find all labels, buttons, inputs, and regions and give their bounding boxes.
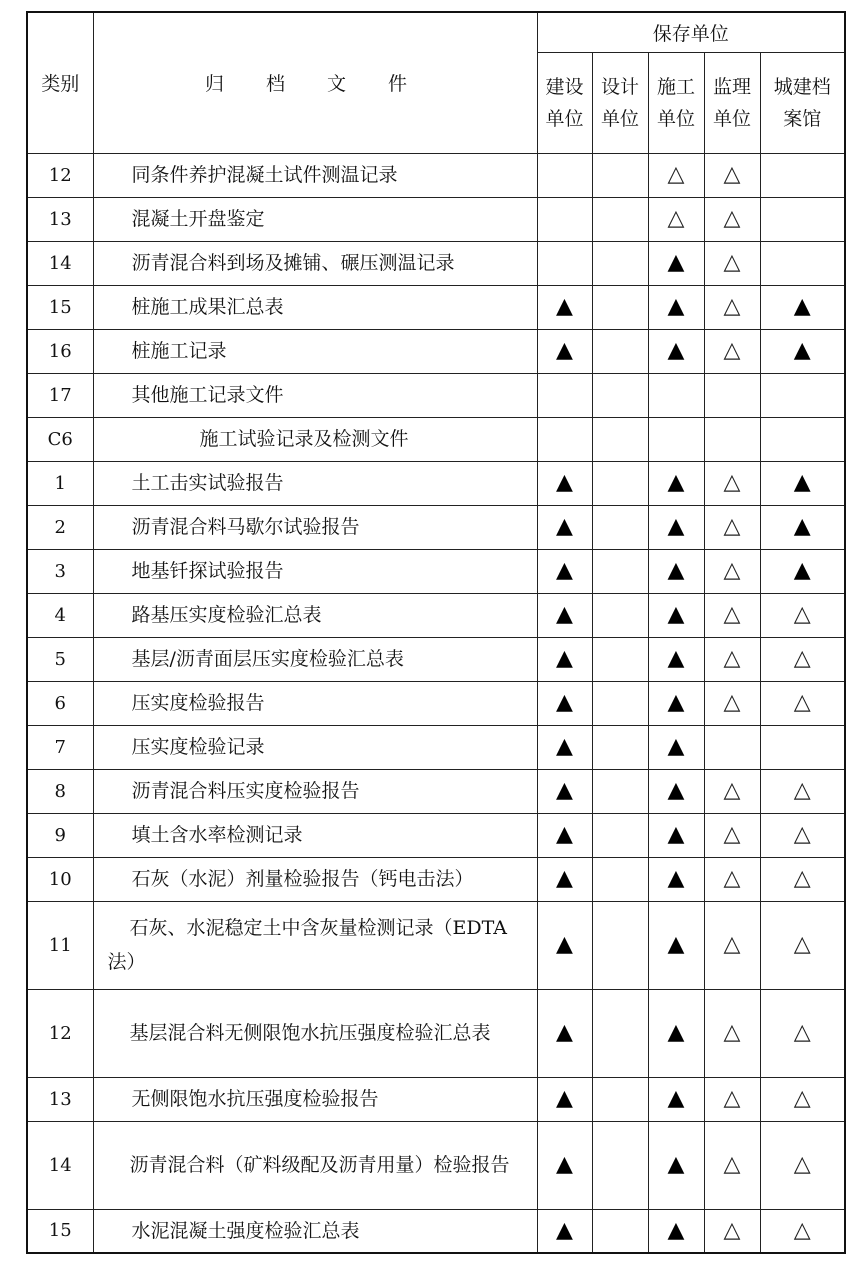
cell-urban-archive [760, 285, 845, 329]
file-name: 基层/沥青面层压实度检验汇总表 [93, 637, 537, 681]
filled-triangle-icon: ▲ [556, 1086, 573, 1111]
hollow-triangle-icon: △ [723, 250, 741, 275]
cell-builder-unit [648, 1121, 704, 1209]
cell-construction-unit [537, 549, 592, 593]
file-name: 无侧限饱水抗压强度检验报告 [93, 1077, 537, 1121]
cell-construction-unit [537, 681, 592, 725]
row-number: 13 [27, 1077, 93, 1121]
cell-supervision-unit [704, 461, 760, 505]
row-number: 5 [27, 637, 93, 681]
hollow-triangle-icon: △ [723, 1020, 741, 1045]
file-name: 混凝土开盘鉴定 [93, 197, 537, 241]
hollow-triangle-icon: △ [793, 866, 811, 891]
table-row [27, 857, 845, 901]
hollow-triangle-icon: △ [667, 162, 685, 187]
row-number: 6 [27, 681, 93, 725]
cell-design-unit [592, 901, 648, 989]
filled-triangle-icon: ▲ [556, 338, 573, 363]
cell-urban-archive [760, 373, 845, 417]
cell-design-unit [592, 373, 648, 417]
hollow-triangle-icon: △ [723, 470, 741, 495]
filled-triangle-icon: ▲ [793, 338, 811, 363]
cell-construction-unit [537, 637, 592, 681]
cell-supervision-unit [704, 681, 760, 725]
header-builder-unit [648, 52, 704, 153]
cell-supervision-unit [704, 725, 760, 769]
row-number: 3 [27, 549, 93, 593]
filled-triangle-icon: ▲ [667, 470, 685, 495]
filled-triangle-icon: ▲ [556, 1217, 573, 1243]
row-number: 13 [27, 197, 93, 241]
filled-triangle-icon: ▲ [667, 1152, 685, 1177]
row-number: 10 [27, 857, 93, 901]
header-supervision-unit [704, 52, 760, 153]
hollow-triangle-icon: △ [793, 778, 811, 803]
hollow-triangle-icon: △ [793, 1086, 811, 1111]
table-row [27, 813, 845, 857]
header-unit-line1: 监理 [712, 75, 751, 98]
cell-builder-unit [648, 285, 704, 329]
header-storage-units: 保存单位 [537, 12, 845, 52]
cell-builder-unit [648, 637, 704, 681]
cell-builder-unit [648, 241, 704, 285]
row-number: 1 [27, 461, 93, 505]
header-unit-line2: 单位 [600, 107, 639, 130]
file-name: 基层混合料无侧限饱水抗压强度检验汇总表 [93, 989, 537, 1077]
table-row [27, 461, 845, 505]
cell-supervision-unit [704, 901, 760, 989]
cell-builder-unit [648, 373, 704, 417]
cell-construction-unit [537, 1209, 592, 1253]
filled-triangle-icon: ▲ [556, 646, 573, 671]
cell-design-unit [592, 461, 648, 505]
cell-urban-archive [760, 1077, 845, 1121]
filled-triangle-icon: ▲ [556, 558, 573, 583]
cell-urban-archive [760, 153, 845, 197]
header-unit-line1: 建设 [545, 75, 584, 98]
row-number: 2 [27, 505, 93, 549]
cell-urban-archive [760, 681, 845, 725]
cell-supervision-unit [704, 241, 760, 285]
filled-triangle-icon: ▲ [667, 294, 685, 319]
header-unit-line2: 单位 [712, 107, 751, 130]
section-title: 施工试验记录及检测文件 [93, 417, 537, 461]
hollow-triangle-icon: △ [723, 294, 741, 319]
cell-supervision-unit [704, 505, 760, 549]
filled-triangle-icon: ▲ [556, 690, 573, 715]
row-number: 15 [27, 285, 93, 329]
cell-urban-archive [760, 857, 845, 901]
cell-supervision-unit [704, 373, 760, 417]
file-name: 路基压实度检验汇总表 [93, 593, 537, 637]
cell-builder-unit [648, 461, 704, 505]
table-row [27, 725, 845, 769]
row-number: 14 [27, 241, 93, 285]
file-name: 桩施工记录 [93, 329, 537, 373]
cell-builder-unit [648, 813, 704, 857]
row-number: 16 [27, 329, 93, 373]
table-row [27, 153, 845, 197]
header-category: 类别 [27, 12, 93, 153]
header-unit-line2: 单位 [545, 107, 584, 130]
table-row [27, 681, 845, 725]
cell-urban-archive [760, 637, 845, 681]
row-number: 4 [27, 593, 93, 637]
table-row [27, 769, 845, 813]
hollow-triangle-icon: △ [723, 1217, 741, 1243]
file-name: 填土含水率检测记录 [93, 813, 537, 857]
file-name: 沥青混合料压实度检验报告 [93, 769, 537, 813]
hollow-triangle-icon: △ [723, 932, 741, 957]
table-row [27, 637, 845, 681]
table-row [27, 989, 845, 1077]
cell-urban-archive [760, 769, 845, 813]
row-number: 15 [27, 1209, 93, 1253]
row-number: 7 [27, 725, 93, 769]
hollow-triangle-icon: △ [793, 1217, 811, 1243]
hollow-triangle-icon: △ [793, 822, 811, 847]
cell-construction-unit [537, 901, 592, 989]
row-number: 12 [27, 153, 93, 197]
filled-triangle-icon: ▲ [556, 822, 573, 847]
hollow-triangle-icon: △ [723, 162, 741, 187]
cell-design-unit [592, 1077, 648, 1121]
cell-urban-archive [760, 901, 845, 989]
cell-supervision-unit [704, 813, 760, 857]
filled-triangle-icon: ▲ [556, 866, 573, 891]
filled-triangle-icon: ▲ [667, 822, 685, 847]
cell-supervision-unit [704, 637, 760, 681]
cell-builder-unit [648, 769, 704, 813]
filled-triangle-icon: ▲ [556, 470, 573, 495]
file-name: 桩施工成果汇总表 [93, 285, 537, 329]
cell-construction-unit [537, 461, 592, 505]
table-row [27, 1077, 845, 1121]
filled-triangle-icon: ▲ [667, 646, 685, 671]
cell-supervision-unit [704, 989, 760, 1077]
cell-supervision-unit [704, 1077, 760, 1121]
cell-builder-unit [648, 197, 704, 241]
hollow-triangle-icon: △ [793, 646, 811, 671]
cell-design-unit [592, 857, 648, 901]
cell-construction-unit [537, 241, 592, 285]
filled-triangle-icon: ▲ [667, 690, 685, 715]
cell-supervision-unit [704, 197, 760, 241]
cell-builder-unit [648, 549, 704, 593]
cell-construction-unit [537, 857, 592, 901]
cell-design-unit [592, 1121, 648, 1209]
hollow-triangle-icon: △ [723, 778, 741, 803]
hollow-triangle-icon: △ [793, 1020, 811, 1045]
table-row [27, 329, 845, 373]
cell-construction-unit [537, 1121, 592, 1209]
cell-design-unit [592, 285, 648, 329]
cell-urban-archive [760, 329, 845, 373]
cell-urban-archive [760, 241, 845, 285]
cell-design-unit [592, 417, 648, 461]
cell-design-unit [592, 505, 648, 549]
filled-triangle-icon: ▲ [667, 1217, 685, 1243]
file-name: 压实度检验记录 [93, 725, 537, 769]
filled-triangle-icon: ▲ [556, 1020, 573, 1045]
hollow-triangle-icon: △ [793, 1152, 811, 1177]
file-name: 其他施工记录文件 [93, 373, 537, 417]
cell-design-unit [592, 241, 648, 285]
cell-construction-unit [537, 1077, 592, 1121]
cell-construction-unit [537, 989, 592, 1077]
filled-triangle-icon: ▲ [793, 294, 811, 319]
filled-triangle-icon: ▲ [667, 778, 685, 803]
file-name: 沥青混合料马歇尔试验报告 [93, 505, 537, 549]
cell-supervision-unit [704, 329, 760, 373]
table-body [27, 153, 845, 1253]
hollow-triangle-icon: △ [793, 602, 811, 627]
cell-design-unit [592, 593, 648, 637]
cell-supervision-unit [704, 417, 760, 461]
cell-builder-unit [648, 681, 704, 725]
header-file [93, 12, 537, 153]
filled-triangle-icon: ▲ [556, 1152, 573, 1177]
filled-triangle-icon: ▲ [556, 734, 573, 759]
cell-supervision-unit [704, 285, 760, 329]
cell-supervision-unit [704, 549, 760, 593]
filled-triangle-icon: ▲ [556, 294, 573, 319]
cell-design-unit [592, 681, 648, 725]
filled-triangle-icon: ▲ [667, 866, 685, 891]
cell-builder-unit [648, 505, 704, 549]
table-row [27, 241, 845, 285]
cell-builder-unit [648, 1209, 704, 1253]
hollow-triangle-icon: △ [723, 1086, 741, 1111]
file-name: 压实度检验报告 [93, 681, 537, 725]
filled-triangle-icon: ▲ [793, 470, 811, 495]
filled-triangle-icon: ▲ [667, 558, 685, 583]
cell-builder-unit [648, 989, 704, 1077]
cell-urban-archive [760, 725, 845, 769]
file-name: 沥青混合料（矿料级配及沥青用量）检验报告 [93, 1121, 537, 1209]
hollow-triangle-icon: △ [723, 690, 741, 715]
file-name: 地基钎探试验报告 [93, 549, 537, 593]
cell-construction-unit [537, 725, 592, 769]
cell-construction-unit [537, 373, 592, 417]
row-number: 12 [27, 989, 93, 1077]
filled-triangle-icon: ▲ [667, 1086, 685, 1111]
hollow-triangle-icon: △ [723, 646, 741, 671]
cell-supervision-unit [704, 1209, 760, 1253]
filled-triangle-icon: ▲ [556, 514, 573, 539]
cell-construction-unit [537, 153, 592, 197]
cell-design-unit [592, 329, 648, 373]
table-row [27, 505, 845, 549]
cell-builder-unit [648, 1077, 704, 1121]
filled-triangle-icon: ▲ [667, 1020, 685, 1045]
table-row [27, 285, 845, 329]
table-row [27, 549, 845, 593]
cell-design-unit [592, 769, 648, 813]
cell-builder-unit [648, 417, 704, 461]
cell-construction-unit [537, 329, 592, 373]
filled-triangle-icon: ▲ [556, 932, 573, 957]
hollow-triangle-icon: △ [723, 602, 741, 627]
hollow-triangle-icon: △ [723, 558, 741, 583]
table-row [27, 901, 845, 989]
row-number: 8 [27, 769, 93, 813]
file-name: 水泥混凝土强度检验汇总表 [93, 1209, 537, 1253]
table-row [27, 593, 845, 637]
row-number: 14 [27, 1121, 93, 1209]
cell-builder-unit [648, 153, 704, 197]
archive-file-table [26, 11, 846, 1254]
row-number: 11 [27, 901, 93, 989]
header-unit-line1: 城建档 [773, 75, 831, 98]
hollow-triangle-icon: △ [723, 866, 741, 891]
file-name: 石灰、水泥稳定土中含灰量检测记录（EDTA法） [93, 901, 537, 989]
table-row [27, 1121, 845, 1209]
filled-triangle-icon: ▲ [793, 558, 811, 583]
filled-triangle-icon: ▲ [667, 932, 685, 957]
cell-supervision-unit [704, 1121, 760, 1209]
hollow-triangle-icon: △ [793, 932, 811, 957]
cell-design-unit [592, 153, 648, 197]
header-unit-line1: 施工 [656, 75, 695, 98]
cell-builder-unit [648, 857, 704, 901]
hollow-triangle-icon: △ [723, 338, 741, 363]
filled-triangle-icon: ▲ [667, 602, 685, 627]
hollow-triangle-icon: △ [667, 206, 685, 231]
file-name: 同条件养护混凝土试件测温记录 [93, 153, 537, 197]
cell-urban-archive [760, 813, 845, 857]
hollow-triangle-icon: △ [723, 514, 741, 539]
section-row [27, 417, 845, 461]
filled-triangle-icon: ▲ [667, 250, 685, 275]
cell-construction-unit [537, 285, 592, 329]
cell-design-unit [592, 637, 648, 681]
filled-triangle-icon: ▲ [667, 734, 685, 759]
cell-construction-unit [537, 417, 592, 461]
cell-urban-archive [760, 461, 845, 505]
cell-construction-unit [537, 593, 592, 637]
file-name: 沥青混合料到场及摊铺、碾压测温记录 [93, 241, 537, 285]
header-unit-line2: 案馆 [783, 107, 822, 130]
cell-urban-archive [760, 417, 845, 461]
cell-urban-archive [760, 549, 845, 593]
filled-triangle-icon: ▲ [667, 514, 685, 539]
header-design-unit [592, 52, 648, 153]
table-row [27, 373, 845, 417]
row-number: 17 [27, 373, 93, 417]
cell-supervision-unit [704, 857, 760, 901]
cell-supervision-unit [704, 769, 760, 813]
cell-construction-unit [537, 769, 592, 813]
cell-design-unit [592, 197, 648, 241]
cell-design-unit [592, 725, 648, 769]
header-unit-line2: 单位 [656, 107, 695, 130]
cell-construction-unit [537, 197, 592, 241]
header-urban-archive [760, 52, 845, 153]
header-unit-line1: 设计 [600, 75, 639, 98]
hollow-triangle-icon: △ [723, 822, 741, 847]
cell-builder-unit [648, 725, 704, 769]
header-file-label: 归 档 文 件 [204, 73, 426, 96]
cell-urban-archive [760, 197, 845, 241]
table-row [27, 197, 845, 241]
filled-triangle-icon: ▲ [556, 602, 573, 627]
cell-builder-unit [648, 329, 704, 373]
hollow-triangle-icon: △ [723, 1152, 741, 1177]
filled-triangle-icon: ▲ [667, 338, 685, 363]
cell-urban-archive [760, 505, 845, 549]
file-name: 土工击实试验报告 [93, 461, 537, 505]
cell-design-unit [592, 813, 648, 857]
cell-urban-archive [760, 989, 845, 1077]
filled-triangle-icon: ▲ [793, 514, 811, 539]
cell-builder-unit [648, 901, 704, 989]
table-row [27, 1209, 845, 1253]
cell-design-unit [592, 549, 648, 593]
cell-construction-unit [537, 813, 592, 857]
cell-urban-archive [760, 1121, 845, 1209]
cell-builder-unit [648, 593, 704, 637]
cell-urban-archive [760, 593, 845, 637]
hollow-triangle-icon: △ [793, 690, 811, 715]
filled-triangle-icon: ▲ [556, 778, 573, 803]
cell-design-unit [592, 1209, 648, 1253]
cell-construction-unit [537, 505, 592, 549]
cell-urban-archive [760, 1209, 845, 1253]
cell-supervision-unit [704, 153, 760, 197]
hollow-triangle-icon: △ [723, 206, 741, 231]
row-number: 9 [27, 813, 93, 857]
file-name: 石灰（水泥）剂量检验报告（钙电击法） [93, 857, 537, 901]
cell-design-unit [592, 989, 648, 1077]
cell-supervision-unit [704, 593, 760, 637]
header-construction-unit [537, 52, 592, 153]
row-number: C6 [27, 417, 93, 461]
